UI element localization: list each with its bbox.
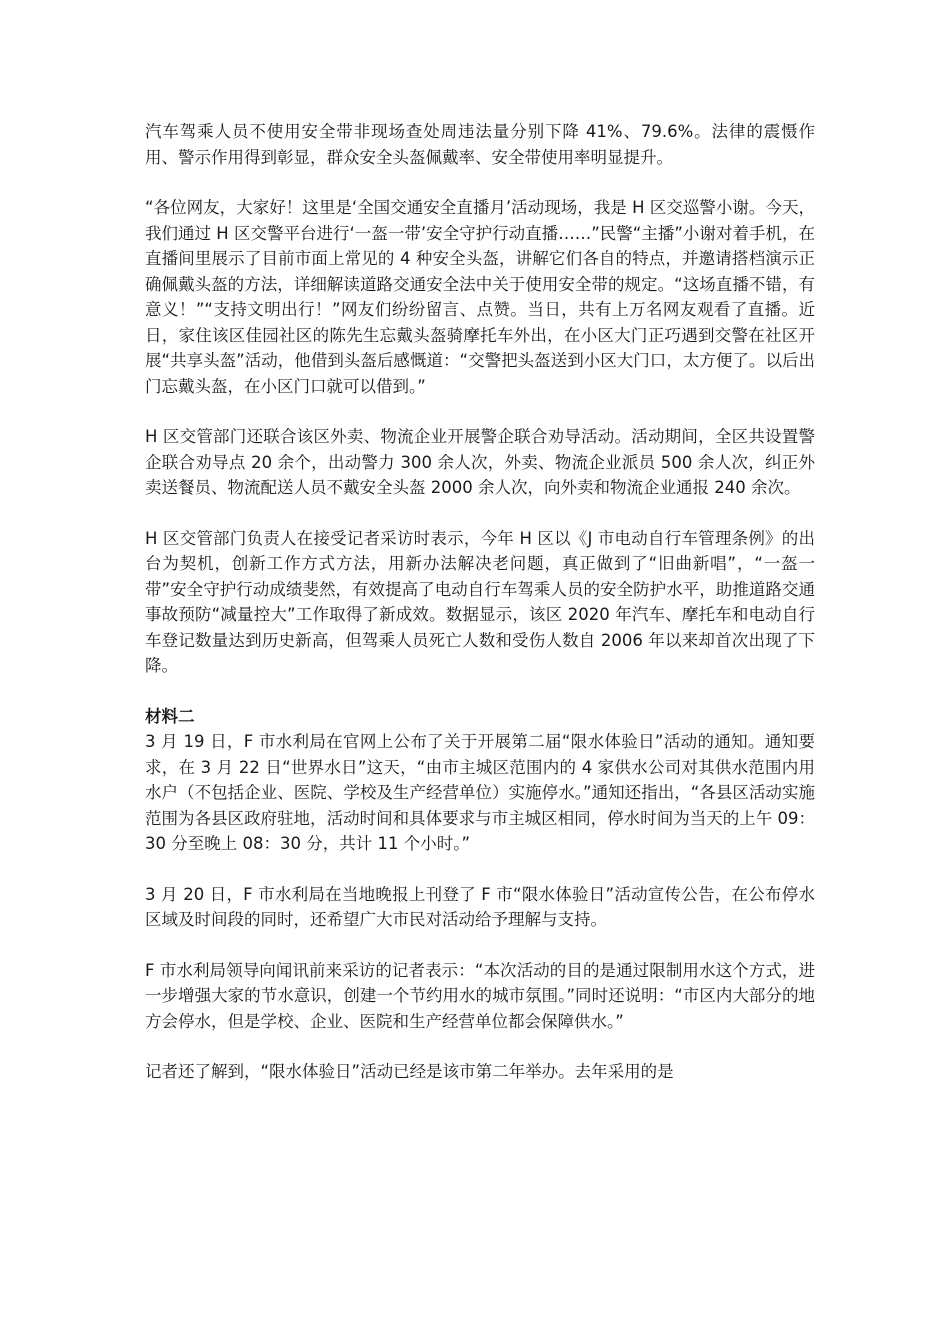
paragraph-water-notice: 3 月 19 日，F 市水利局在官网上公布了关于开展第二届“限水体验日”活动的通知。通知要求，在 3 月 22 日“世界水日”这天，“由市主城区范围内的 4 家供水公司对其供水范围内用水户（不包括企业、医院、学校及生产经营单位）实施停水。”通知还指出，“各县区活动实施范围为各县区政府驻地，活动时间和具体要求与市主城区相同，停水时间为当天的上午 09：30 分至晚上 08：30 分，共计 11 个小时。” xyxy=(145,732,815,853)
document-page xyxy=(145,119,815,1110)
paragraph-livestream: “各位网友，大家好！这里是‘全国交通安全直播月’活动现场，我是 H 区交巡警小谢。今天，我们通过 H 区交警平台进行‘一盔一带’安全守护行动直播……”民警“主播”小谢对着手机，在直播间里展示了目前市面上常见的 4 种安全头盔，讲解它们各自的特点，并邀请搭档演示正确佩戴头盔的方法，详细解读道路交通安全法中关于使用安全带的规定。“这场直播不错，有意义！”“支持文明出行！”网友们纷纷留言、点赞。当日，共有上万名网友观看了直播。近日，家住该区佳园社区的陈先生忘戴头盔骑摩托车外出，在小区大门正巧遇到交警在社区开展“共享头盔”活动，他借到头盔后感慨道：“交警把头盔送到小区大门口，太方便了。以后出门忘戴头盔，在小区门口就可以借到。” xyxy=(145,198,815,396)
paragraph-safety-results: 汽车驾乘人员不使用安全带非现场查处周违法量分别下降 41%、79.6%。法律的震慑作用、警示作用得到彰显，群众安全头盔佩戴率、安全带使用率明显提升。 xyxy=(145,122,815,167)
paragraph-newspaper-announcement: 3 月 20 日，F 市水利局在当地晚报上刊登了 F 市“限水体验日”活动宣传公告，在公布停水区域及时间段的同时，还希望广大市民对活动给予理解与支持。 xyxy=(145,884,815,929)
material-two-section xyxy=(145,704,815,1085)
section-heading: 材料二 xyxy=(145,706,195,726)
paragraph-official-statement: H 区交管部门负责人在接受记者采访时表示，今年 H 区以《J 市电动自行车管理条例》的出台为契机，创新工作方式方法，用新办法解决老问题，真正做到了“旧曲新唱”，“一盔一带”安全守护行动成绩斐然，有效提高了电动自行车驾乘人员的安全防护水平，助推道路交通事故预防“减量控大”工作取得了新成效。数据显示，该区 2020 年汽车、摩托车和电动自行车登记数量达到历史新高，但驾乘人员死亡人数和受伤人数自 2006 年以来却首次出现了下降。 xyxy=(145,528,815,675)
paragraph-interview: F 市水利局领导向闻讯前来采访的记者表示：“本次活动的目的是通过限制用水这个方式，进一步增强大家的节水意识，创建一个节约用水的城市氛围。”同时还说明：“市区内大部分的地方会停水，但是学校、企业、医院和生产经营单位都会保障供水。” xyxy=(145,960,815,1031)
paragraph-enterprise-campaign: H 区交管部门还联合该区外卖、物流企业开展警企联合劝导活动。活动期间，全区共设置警企联合劝导点 20 余个，出动警力 300 余人次，外卖、物流企业派员 500 余人次，纠正外卖送餐员、物流配送人员不戴安全头盔 2000 余人次，向外卖和物流企业通报 240 余次。 xyxy=(145,427,815,497)
paragraph-reporter-finding: 记者还了解到，“限水体验日”活动已经是该市第二年举办。去年采用的是 xyxy=(145,1062,674,1081)
